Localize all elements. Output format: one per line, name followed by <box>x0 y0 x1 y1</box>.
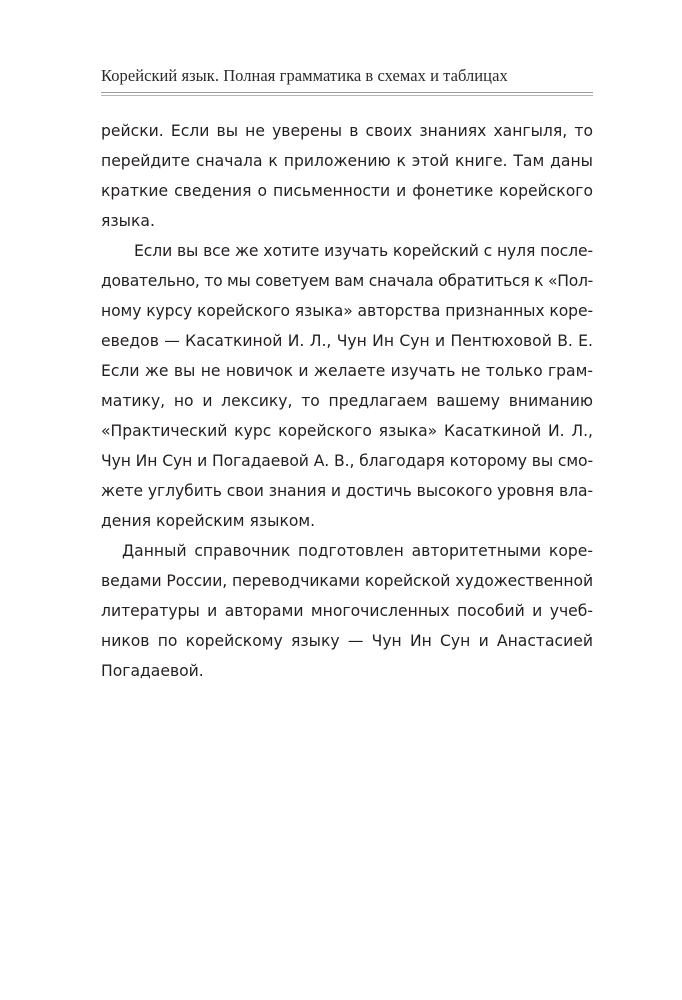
text-line: дения корейским языком. <box>101 512 316 530</box>
text-line: жете углубить свои знания и достичь высокого уровня вла- <box>101 482 594 500</box>
text-line: Если же вы не новичок и желаете изучать не только грам- <box>101 362 593 380</box>
text-line: довательно, то мы советуем вам сначала обратиться к «Пол- <box>101 272 594 290</box>
text-line: еведов — Касаткиной И. Л., Чун Ин Сун и Пентюховой В. Е. <box>101 332 593 350</box>
paragraph-3 <box>101 536 593 686</box>
text-line: Данный справочник подготовлен авторитетными коре- <box>122 542 593 560</box>
paragraph-2 <box>101 236 593 536</box>
text-line: перейдите сначала к приложению к этой книге. Там даны <box>101 152 593 170</box>
text-line: ведами России, переводчиками корейской художественной <box>101 572 594 590</box>
page-header <box>101 66 593 96</box>
header-double-rule <box>101 92 593 96</box>
text-line: литературы и авторами многочисленных пособий и учеб- <box>101 602 593 620</box>
text-line: матику, но и лексику, то предлагаем вашему вниманию <box>101 392 593 410</box>
body-text <box>101 116 593 686</box>
text-line: краткие сведения о письменности и фонетике корейского <box>101 182 593 200</box>
text-line: ников по корейскому языку — Чун Ин Сун и Анастасией <box>101 632 593 650</box>
paragraph-1 <box>101 116 593 236</box>
text-line: Если вы все же хотите изучать корейский с нуля после- <box>134 242 593 260</box>
text-line: Погадаевой. <box>101 662 204 680</box>
text-line: Чун Ин Сун и Погадаевой А. В., благодаря которому вы смо- <box>101 452 594 470</box>
text-line: рейски. Если вы не уверены в своих знаниях хангыля, то <box>101 122 593 140</box>
text-line: ному курсу корейского языка» авторства признанных коре- <box>101 302 594 320</box>
text-line: «Практический курс корейского языка» Касаткиной И. Л., <box>101 422 593 440</box>
running-title: Корейский язык. Полная грамматика в схемах и таблицах <box>101 66 508 85</box>
text-line: языка. <box>101 212 155 230</box>
